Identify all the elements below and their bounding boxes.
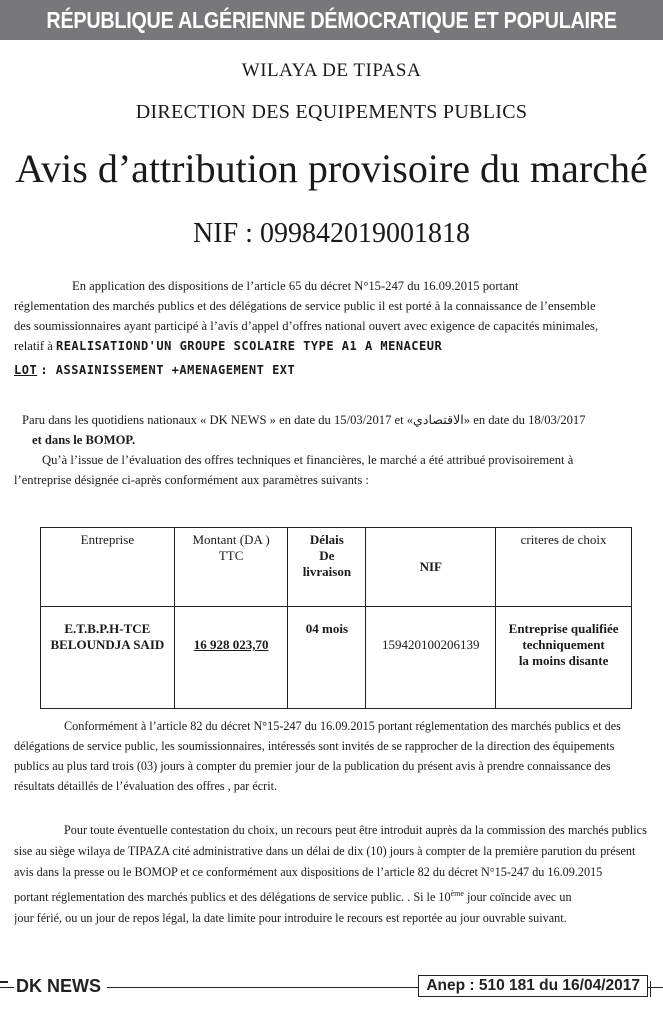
- conformement-line: résultats détaillés de l’évaluation des offres , par écrit.: [14, 779, 278, 793]
- conformement-line: publics au plus tard trois (03) jours à compter du premier jour de la publication du présent avis à prendre connaissance des: [14, 759, 611, 773]
- recours-line: sise au siège wilaya de TIPAZA cité administrative dans un délai de dix (10) jours à compter de la première parution du présent: [14, 844, 636, 858]
- lot-text: : ASSAINISSEMENT +AMENAGEMENT EXT: [40, 363, 296, 377]
- conformement-line: Conformément à l’article 82 du décret N°15-247 du 16.09.2015 portant réglementation des marchés publics et des: [64, 719, 621, 733]
- footer-right-tick: [650, 981, 663, 997]
- publication-line: l’entreprise désignée ci-après conformément aux paramètres suivants :: [14, 473, 369, 487]
- publication-line: Qu’à l’issue de l’évaluation des offres techniques et financières, le marché a été attribué provisoirement à: [42, 453, 574, 467]
- award-table: [40, 527, 632, 709]
- header-banner: [0, 0, 663, 40]
- recours-paragraph: [14, 820, 650, 929]
- wilaya-heading: WILAYA DE TIPASA: [241, 60, 422, 81]
- publication-line: Paru dans les quotidiens nationaux « DK NEWS » en date du 15/03/2017 et «الاقتصادي» en date du 18/03/2017: [22, 413, 586, 427]
- relatif-label: relatif à: [14, 339, 53, 353]
- banner-text: RÉPUBLIQUE ALGÉRIENNE DÉMOCRATIQUE ET POPULAIRE: [46, 6, 617, 33]
- lot-label: LOT: [14, 363, 38, 377]
- intro-project-line: [14, 336, 650, 356]
- direction-heading: DIRECTION DES EQUIPEMENTS PUBLICS: [135, 101, 528, 123]
- intro-line: des soumissionnaires ayant participé à l’avis d’appel d’offres national ouvert avec exigence de capacités minimales,: [14, 319, 599, 333]
- cell-montant: 16 928 023,70: [174, 607, 288, 709]
- cell-entreprise: E.T.B.P.H-TCE BELOUNDJA SAID: [41, 607, 175, 709]
- anep-reference: Anep : 510 181 du 16/04/2017: [418, 975, 648, 997]
- header-montant: Montant (DA ) TTC: [174, 528, 288, 607]
- header-criteres: criteres de choix: [496, 528, 632, 607]
- recours-line: avis dans la presse ou le BOMOP et ce conformément aux dispositions de l’article 82 du décret N°15-247 du 16.09.2015: [14, 865, 603, 879]
- notice-title: Avis d’attribution provisoire du marché: [15, 146, 648, 191]
- publication-paragraph: [14, 410, 650, 490]
- cell-nif: 159420100206139: [366, 607, 496, 709]
- cell-delais: 04 mois: [288, 607, 366, 709]
- intro-line: En application des dispositions de l’article 65 du décret N°15-247 du 16.09.2015 portant: [72, 279, 519, 293]
- recours-line: portant réglementation des marchés publics et des délégations de service public. . Si le 10ème jour coïncide avec un: [14, 889, 572, 905]
- conformement-paragraph: [14, 716, 650, 796]
- intro-paragraph: [14, 276, 650, 380]
- nif-heading: NIF : 099842019001818: [193, 218, 470, 249]
- header-entreprise: Entreprise: [41, 528, 175, 607]
- publication-line: et dans le BOMOP.: [32, 433, 136, 447]
- recours-line: jour férié, ou un jour de repos légal, la date limite pour introduire le recours est reportée au jour ouvrable suivant.: [14, 911, 567, 926]
- intro-line: réglementation des marchés publics et des délégations de service public il est porté à la connaissance de l’ensemble: [14, 299, 596, 313]
- project-name: REALISATIOND'UN GROUPE SCOLAIRE TYPE A1 A MENACEUR: [55, 339, 443, 353]
- lot-line: [14, 360, 650, 380]
- conformement-line: délégations de service public, les soumissionnaires, intéressés sont invités de se rapprocher de la direction des équipements: [14, 739, 615, 753]
- header-delais: Délais De livraison: [288, 528, 366, 607]
- table-header-row: [41, 528, 632, 607]
- header-nif: NIF: [366, 528, 496, 607]
- cell-criteres: Entreprise qualifiée techniquement la moins disante: [496, 607, 632, 709]
- footer: [0, 972, 663, 1002]
- footer-brand: DK NEWS: [14, 976, 107, 997]
- footer-left-tick: [0, 981, 8, 983]
- table-row: [41, 607, 632, 709]
- recours-line: Pour toute éventuelle contestation du choix, un recours peut être introduit auprès da la commission des marchés publics: [64, 823, 647, 837]
